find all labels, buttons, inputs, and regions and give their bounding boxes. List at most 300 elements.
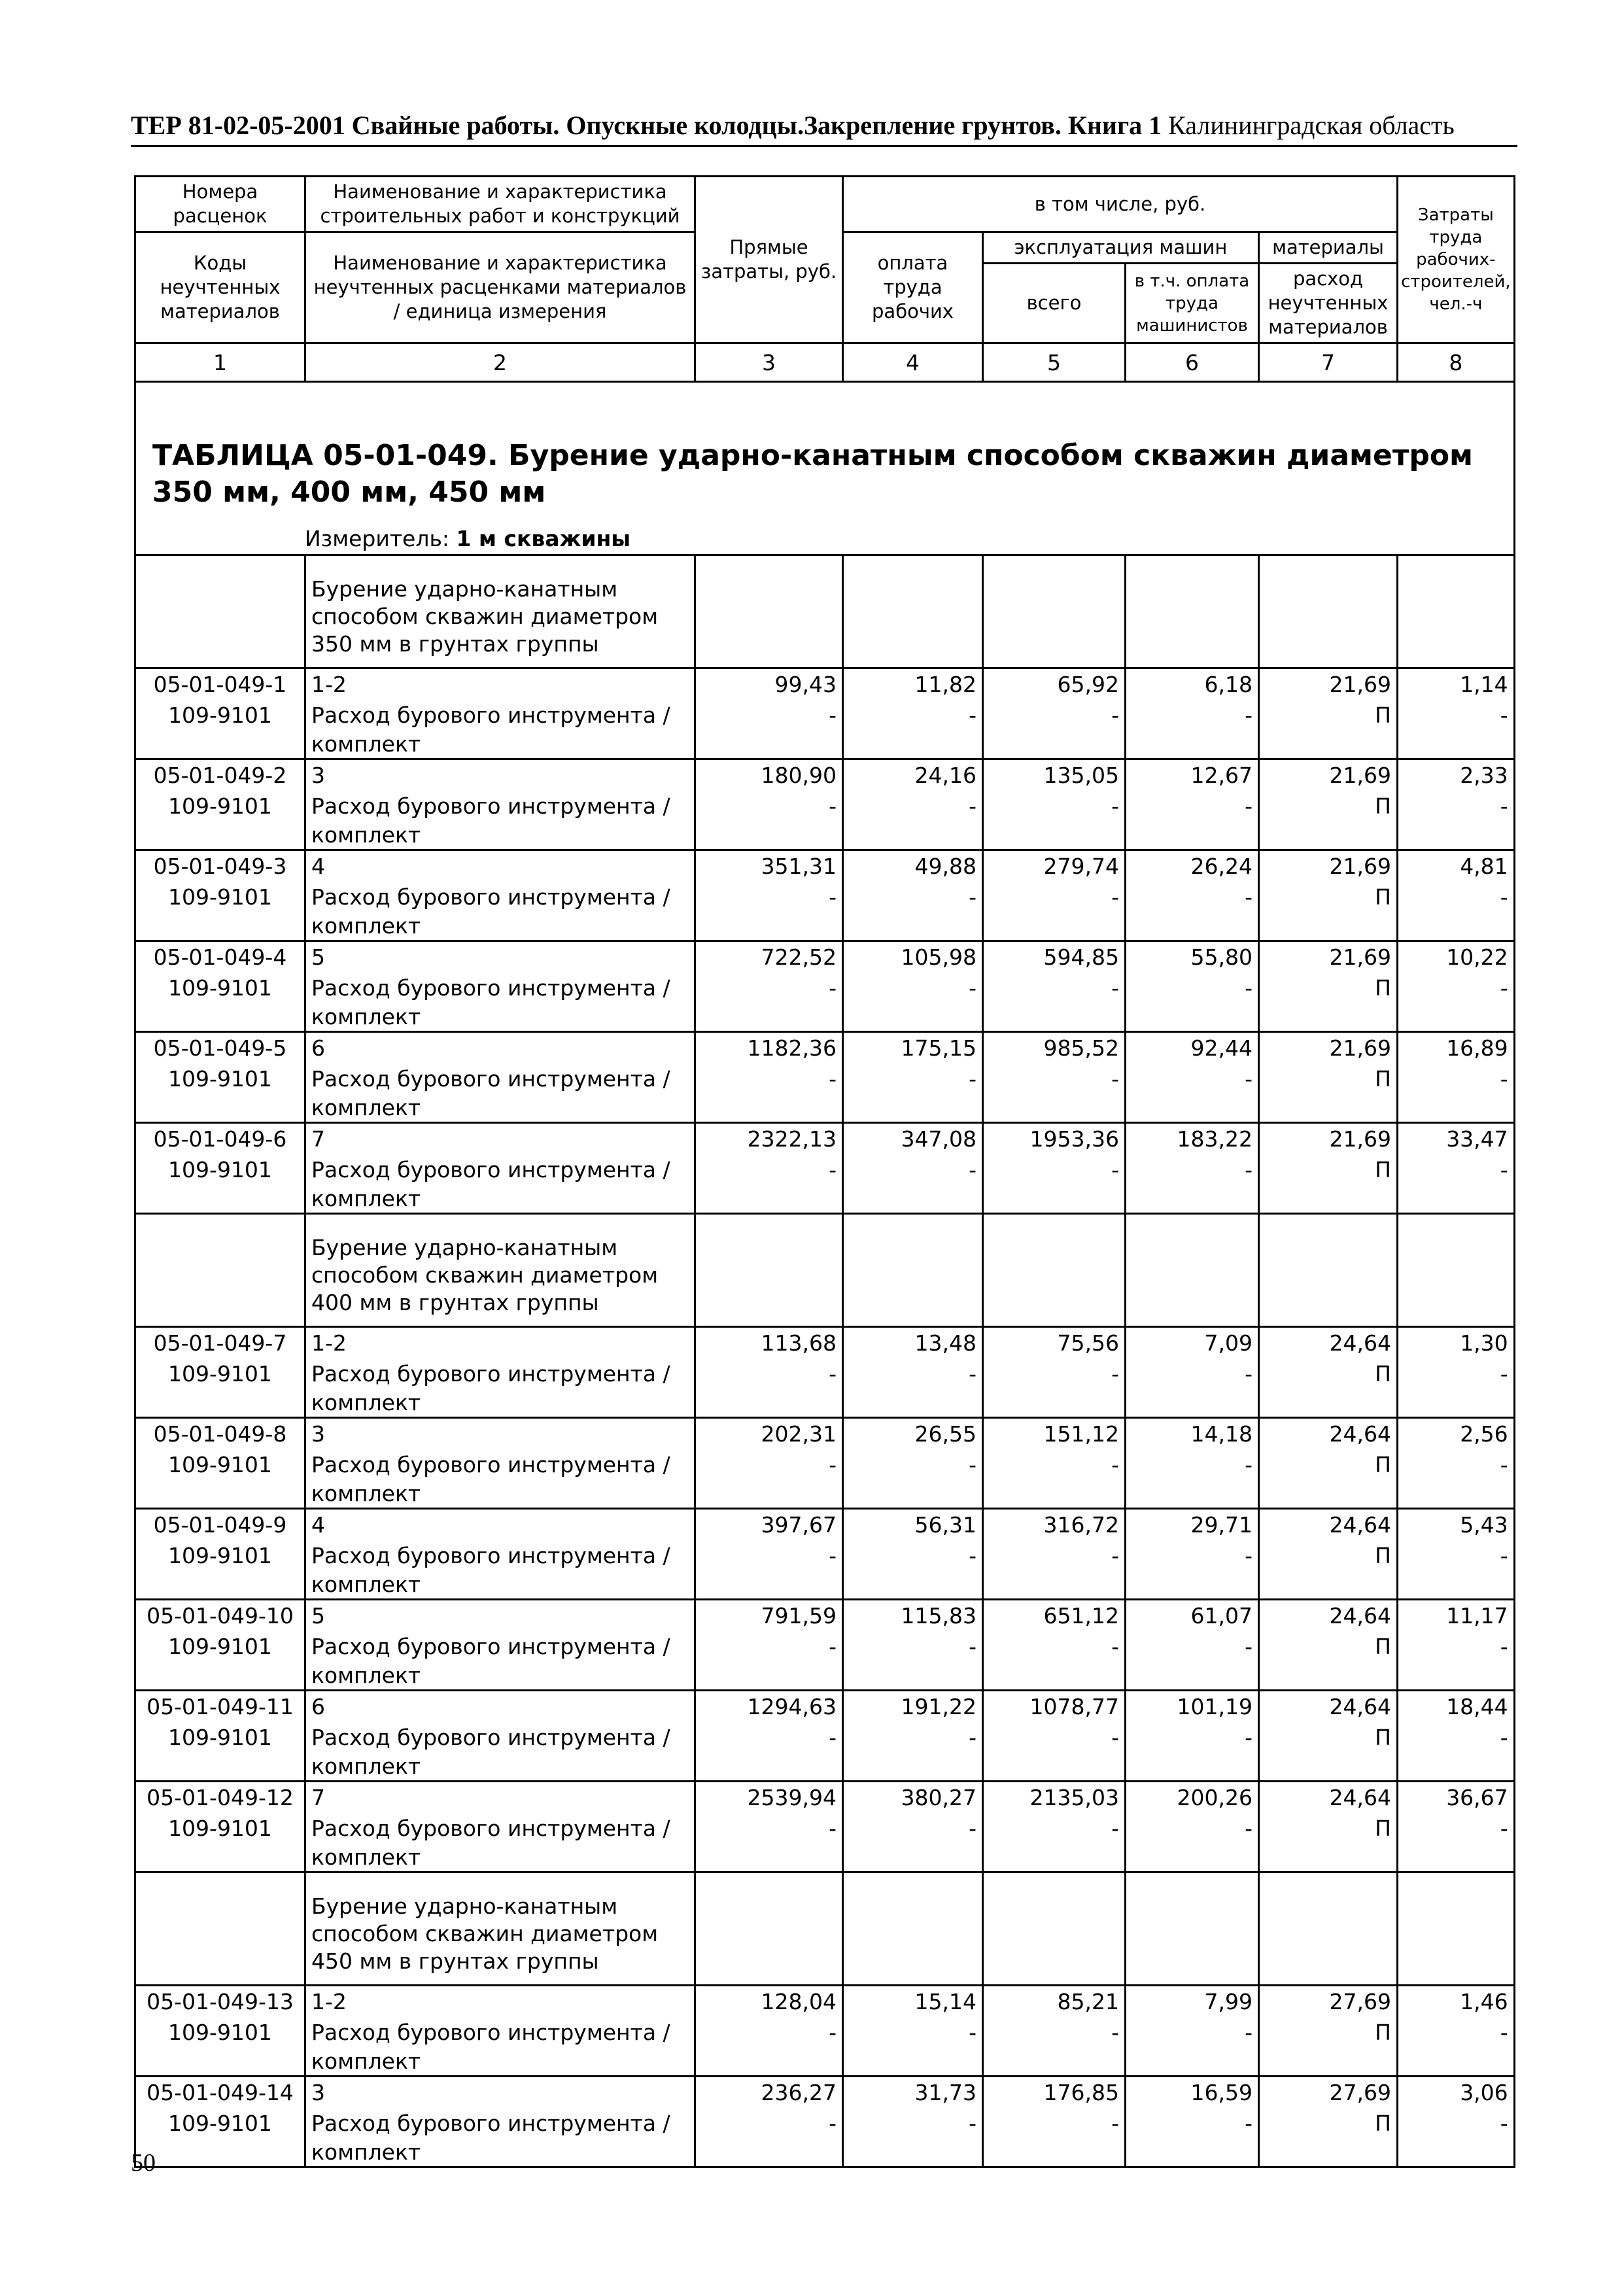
group-title-cell [305, 1872, 695, 1986]
rate-name-cell [305, 1123, 695, 1214]
rate-code: 05-01-049-1 [153, 672, 287, 697]
rate-soil-group: 1-2 [311, 1989, 347, 2014]
machines-total-cell [983, 1986, 1126, 2077]
col-name-bottom: Наименование и характеристика неучтенных расценками материалов / единица измерения [305, 232, 695, 343]
labor-pay-value: 175,15 [901, 1035, 976, 1061]
rate-code-cell [135, 1032, 305, 1123]
materials-cell [1259, 2077, 1398, 2167]
col-machines-total: всего [983, 264, 1126, 343]
labor-cost-cell [1398, 1600, 1515, 1691]
materials-cell [1259, 850, 1398, 941]
group-empty-cell [1259, 555, 1398, 668]
machinist-pay-material-value: - [1245, 2111, 1253, 2136]
material-name: Расход бурового инструмента / [311, 1816, 670, 1841]
machines-total-material-value: - [1111, 1634, 1119, 1659]
direct-cost-cell [695, 850, 843, 941]
rate-soil-group: 5 [311, 944, 325, 970]
labor-pay-material-value: - [969, 1157, 976, 1182]
machinist-pay-value: 6,18 [1204, 672, 1253, 697]
machinist-pay-cell [1126, 1986, 1259, 2077]
direct-cost-material-value: - [829, 1543, 837, 1568]
material-name: Расход бурового инструмента / [311, 1157, 670, 1182]
direct-cost-material-value: - [829, 975, 837, 1001]
rate-code: 05-01-049-14 [147, 2080, 294, 2105]
machinist-pay-cell [1126, 759, 1259, 850]
rate-code: 05-01-049-6 [153, 1126, 287, 1152]
material-unit: комплект [311, 1844, 421, 1870]
machines-total-material-value: - [1111, 1543, 1119, 1568]
material-code: 109-9101 [168, 1725, 272, 1750]
machines-total-material-value: - [1111, 1157, 1119, 1182]
labor-cost-material-value: - [1500, 1816, 1508, 1841]
material-code: 109-9101 [168, 1452, 272, 1477]
materials-material-value: П [1375, 793, 1391, 819]
material-name: Расход бурового инструмента / [311, 1725, 670, 1750]
rate-code-cell [135, 2077, 305, 2167]
column-number: 3 [695, 343, 843, 382]
page-number: 50 [131, 2149, 156, 2177]
column-number: 4 [843, 343, 983, 382]
machines-total-value: 1953,36 [1029, 1126, 1119, 1152]
machinist-pay-cell [1126, 668, 1259, 759]
header-title: ТЕР 81-02-05-2001 Свайные работы. Опускные колодцы.Закрепление грунтов. Книга 1 [131, 111, 1162, 140]
page-header [131, 110, 1517, 147]
material-code: 109-9101 [168, 1361, 272, 1387]
labor-cost-cell [1398, 1509, 1515, 1600]
machinist-pay-material-value: - [1245, 1066, 1253, 1092]
machines-total-cell [983, 850, 1126, 941]
col-code-top: Номера расценок [135, 177, 305, 232]
rate-code-cell [135, 1691, 305, 1782]
labor-pay-value: 115,83 [901, 1603, 976, 1629]
labor-cost-value: 5,43 [1460, 1512, 1508, 1538]
labor-pay-cell [843, 1600, 983, 1691]
table-row [135, 1123, 1515, 1214]
material-name: Расход бурового инструмента / [311, 2020, 670, 2045]
direct-cost-cell [695, 1327, 843, 1418]
table-row [135, 759, 1515, 850]
rate-soil-group: 7 [311, 1126, 325, 1152]
rate-code: 05-01-049-9 [153, 1512, 287, 1538]
machines-total-value: 279,74 [1043, 854, 1119, 879]
col-materials: материалы [1259, 232, 1398, 264]
group-header-row [135, 1872, 1515, 1986]
direct-cost-material-value: - [829, 1361, 837, 1387]
materials-material-value: П [1375, 702, 1391, 728]
machinist-pay-cell [1126, 1600, 1259, 1691]
labor-cost-value: 18,44 [1446, 1694, 1508, 1719]
rate-code-cell [135, 759, 305, 850]
labor-cost-cell [1398, 1123, 1515, 1214]
materials-value: 21,69 [1329, 763, 1391, 788]
machinist-pay-material-value: - [1245, 1361, 1253, 1387]
machinist-pay-material-value: - [1245, 1543, 1253, 1568]
material-unit: комплект [311, 731, 421, 757]
machinist-pay-material-value: - [1245, 702, 1253, 728]
group-empty-cell [983, 1872, 1126, 1986]
labor-cost-cell [1398, 1691, 1515, 1782]
direct-cost-value: 236,27 [761, 2080, 837, 2105]
direct-cost-cell [695, 759, 843, 850]
materials-material-value: П [1375, 975, 1391, 1001]
column-number: 8 [1398, 343, 1515, 382]
materials-cell [1259, 1123, 1398, 1214]
group-code-cell [135, 555, 305, 668]
table-row [135, 1986, 1515, 2077]
material-unit: комплект [311, 2139, 421, 2165]
rate-soil-group: 4 [311, 1512, 325, 1538]
material-name: Расход бурового инструмента / [311, 1066, 670, 1092]
labor-pay-value: 11,82 [914, 672, 976, 697]
material-code: 109-9101 [168, 2020, 272, 2045]
group-title-line: способом скважин диаметром [311, 1262, 659, 1288]
direct-cost-cell [695, 668, 843, 759]
labor-pay-cell [843, 1691, 983, 1782]
machines-total-value: 985,52 [1043, 1035, 1119, 1061]
direct-cost-value: 397,67 [761, 1512, 837, 1538]
labor-pay-value: 13,48 [914, 1330, 976, 1356]
machinist-pay-cell [1126, 1032, 1259, 1123]
table-header [135, 177, 1515, 382]
labor-cost-material-value: - [1500, 1725, 1508, 1750]
rate-soil-group: 6 [311, 1035, 325, 1061]
direct-cost-value: 2539,94 [747, 1785, 837, 1810]
materials-value: 27,69 [1329, 2080, 1391, 2105]
labor-cost-material-value: - [1500, 2020, 1508, 2045]
labor-pay-material-value: - [969, 2111, 976, 2136]
materials-value: 21,69 [1329, 672, 1391, 697]
rate-soil-group: 4 [311, 854, 325, 879]
materials-cell [1259, 1418, 1398, 1509]
machinist-pay-value: 26,24 [1190, 854, 1253, 879]
machinist-pay-cell [1126, 1782, 1259, 1872]
materials-cell [1259, 1509, 1398, 1600]
col-direct: Прямые затраты, руб. [695, 177, 843, 343]
materials-value: 24,64 [1329, 1512, 1391, 1538]
group-title [311, 576, 689, 658]
labor-pay-cell [843, 1509, 983, 1600]
materials-value: 24,64 [1329, 1694, 1391, 1719]
group-title [311, 1234, 689, 1317]
table-title: ТАБЛИЦА 05-01-049. Бурение ударно-канатным способом скважин диаметром 350 мм, 400 мм, 450 мм [152, 439, 1474, 509]
machines-total-cell [983, 1327, 1126, 1418]
rate-soil-group: 6 [311, 1694, 325, 1719]
machinist-pay-value: 7,09 [1204, 1330, 1253, 1356]
group-title-line: Бурение ударно-канатным [311, 1893, 618, 1919]
material-code: 109-9101 [168, 702, 272, 728]
group-empty-cell [843, 555, 983, 668]
rate-code-cell [135, 668, 305, 759]
direct-cost-material-value: - [829, 1725, 837, 1750]
group-empty-cell [983, 555, 1126, 668]
direct-cost-value: 113,68 [761, 1330, 837, 1356]
labor-cost-value: 36,67 [1446, 1785, 1508, 1810]
labor-pay-material-value: - [969, 1634, 976, 1659]
material-name: Расход бурового инструмента / [311, 884, 670, 910]
machinist-pay-value: 55,80 [1190, 944, 1253, 970]
group-empty-cell [983, 1214, 1126, 1327]
machines-total-cell [983, 1782, 1126, 1872]
labor-pay-cell [843, 941, 983, 1032]
materials-material-value: П [1375, 884, 1391, 910]
labor-cost-material-value: - [1500, 1452, 1508, 1477]
group-empty-cell [1126, 1214, 1259, 1327]
labor-cost-material-value: - [1500, 2111, 1508, 2136]
labor-pay-material-value: - [969, 793, 976, 819]
rate-name-cell [305, 941, 695, 1032]
group-title-line: Бурение ударно-канатным [311, 1235, 618, 1260]
group-title-line: способом скважин диаметром [311, 604, 659, 629]
labor-pay-material-value: - [969, 702, 976, 728]
group-empty-cell [695, 1872, 843, 1986]
labor-cost-value: 1,46 [1460, 1989, 1508, 2014]
rate-soil-group: 5 [311, 1603, 325, 1629]
machinist-pay-value: 12,67 [1190, 763, 1253, 788]
material-name: Расход бурового инструмента / [311, 2111, 670, 2136]
machinist-pay-cell [1126, 850, 1259, 941]
labor-cost-value: 1,30 [1460, 1330, 1508, 1356]
materials-cell [1259, 941, 1398, 1032]
group-empty-cell [1259, 1872, 1398, 1986]
machines-total-cell [983, 1123, 1126, 1214]
col-incl: в том числе, руб. [843, 177, 1398, 232]
rate-name-cell [305, 1986, 695, 2077]
labor-cost-material-value: - [1500, 1361, 1508, 1387]
labor-pay-material-value: - [969, 1361, 976, 1387]
machines-total-material-value: - [1111, 1816, 1119, 1841]
machinist-pay-cell [1126, 1691, 1259, 1782]
group-empty-cell [1126, 1872, 1259, 1986]
table-row [135, 850, 1515, 941]
material-unit: комплект [311, 1481, 421, 1506]
materials-material-value: П [1375, 1066, 1391, 1092]
machinist-pay-value: 14,18 [1190, 1421, 1253, 1447]
rates-table [134, 175, 1515, 2168]
rate-code-cell [135, 941, 305, 1032]
materials-material-value: П [1375, 1634, 1391, 1659]
labor-pay-material-value: - [969, 884, 976, 910]
labor-pay-value: 26,55 [914, 1421, 976, 1447]
machines-total-cell [983, 941, 1126, 1032]
material-name: Расход бурового инструмента / [311, 975, 670, 1001]
materials-cell [1259, 1986, 1398, 2077]
labor-cost-cell [1398, 1327, 1515, 1418]
machines-total-value: 594,85 [1043, 944, 1119, 970]
machines-total-material-value: - [1111, 975, 1119, 1001]
rate-name-cell [305, 1691, 695, 1782]
direct-cost-material-value: - [829, 793, 837, 819]
labor-pay-material-value: - [969, 975, 976, 1001]
machines-total-value: 651,12 [1043, 1603, 1119, 1629]
header-region: Калининградская область [1168, 111, 1455, 140]
labor-pay-cell [843, 1418, 983, 1509]
machinist-pay-value: 200,26 [1177, 1785, 1253, 1810]
labor-cost-material-value: - [1500, 1157, 1508, 1182]
material-name: Расход бурового инструмента / [311, 1452, 670, 1477]
group-title-line: 350 мм в грунтах группы [311, 631, 599, 657]
material-unit: комплект [311, 1753, 421, 1779]
materials-material-value: П [1375, 2020, 1391, 2045]
machines-total-cell [983, 1691, 1126, 1782]
measure-value: 1 м скважины [456, 526, 631, 551]
column-number: 5 [983, 343, 1126, 382]
labor-pay-value: 191,22 [901, 1694, 976, 1719]
rate-soil-group: 7 [311, 1785, 325, 1810]
machines-total-material-value: - [1111, 1725, 1119, 1750]
machinist-pay-material-value: - [1245, 884, 1253, 910]
machines-total-cell [983, 2077, 1126, 2167]
machines-total-value: 65,92 [1057, 672, 1119, 697]
machinist-pay-cell [1126, 941, 1259, 1032]
rate-code: 05-01-049-12 [147, 1785, 294, 1810]
machinist-pay-material-value: - [1245, 1452, 1253, 1477]
table-row [135, 1691, 1515, 1782]
rate-name-cell [305, 2077, 695, 2167]
direct-cost-material-value: - [829, 1452, 837, 1477]
rate-name-cell [305, 1327, 695, 1418]
rate-code-cell [135, 1327, 305, 1418]
rate-code-cell [135, 1782, 305, 1872]
group-title [311, 1893, 689, 1975]
material-unit: комплект [311, 1390, 421, 1415]
group-empty-cell [843, 1214, 983, 1327]
machines-total-material-value: - [1111, 702, 1119, 728]
col-materials-unacc: расход неучтенных материалов [1259, 264, 1398, 343]
materials-value: 27,69 [1329, 1989, 1391, 2014]
material-code: 109-9101 [168, 1066, 272, 1092]
labor-cost-material-value: - [1500, 975, 1508, 1001]
labor-pay-cell [843, 2077, 983, 2167]
labor-cost-value: 2,33 [1460, 763, 1508, 788]
machinist-pay-material-value: - [1245, 793, 1253, 819]
materials-material-value: П [1375, 1157, 1391, 1182]
material-unit: комплект [311, 913, 421, 939]
machines-total-cell [983, 1509, 1126, 1600]
materials-material-value: П [1375, 1543, 1391, 1568]
machines-total-material-value: - [1111, 793, 1119, 819]
direct-cost-value: 202,31 [761, 1421, 837, 1447]
machinist-pay-cell [1126, 1123, 1259, 1214]
labor-pay-material-value: - [969, 1543, 976, 1568]
direct-cost-cell [695, 2077, 843, 2167]
materials-material-value: П [1375, 1816, 1391, 1841]
labor-cost-value: 10,22 [1446, 944, 1508, 970]
machines-total-cell [983, 668, 1126, 759]
labor-pay-value: 24,16 [914, 763, 976, 788]
machines-total-material-value: - [1111, 1361, 1119, 1387]
machines-total-material-value: - [1111, 884, 1119, 910]
column-number: 1 [135, 343, 305, 382]
machines-total-value: 316,72 [1043, 1512, 1119, 1538]
labor-cost-value: 3,06 [1460, 2080, 1508, 2105]
rate-code-cell [135, 1986, 305, 2077]
direct-cost-material-value: - [829, 1157, 837, 1182]
machines-total-value: 2135,03 [1029, 1785, 1119, 1810]
table-row [135, 1032, 1515, 1123]
machines-total-value: 135,05 [1043, 763, 1119, 788]
direct-cost-value: 2322,13 [747, 1126, 837, 1152]
group-title-line: способом скважин диаметром [311, 1921, 659, 1946]
labor-cost-cell [1398, 941, 1515, 1032]
rate-soil-group: 3 [311, 1421, 325, 1447]
rate-code-cell [135, 1600, 305, 1691]
labor-cost-value: 16,89 [1446, 1035, 1508, 1061]
material-code: 109-9101 [168, 793, 272, 819]
labor-pay-value: 15,14 [914, 1989, 976, 2014]
direct-cost-value: 99,43 [774, 672, 837, 697]
material-code: 109-9101 [168, 975, 272, 1001]
labor-cost-cell [1398, 668, 1515, 759]
group-code-cell [135, 1872, 305, 1986]
material-unit: комплект [311, 1186, 421, 1211]
direct-cost-cell [695, 1418, 843, 1509]
direct-cost-value: 351,31 [761, 854, 837, 879]
materials-cell [1259, 668, 1398, 759]
rate-code: 05-01-049-8 [153, 1421, 287, 1447]
rate-name-cell [305, 1782, 695, 1872]
col-labor-pay: оплата труда рабочих [843, 232, 983, 343]
rate-soil-group: 3 [311, 2080, 325, 2105]
labor-pay-value: 347,08 [901, 1126, 976, 1152]
labor-pay-material-value: - [969, 1816, 976, 1841]
group-title-line: Бурение ударно-канатным [311, 576, 618, 602]
material-name: Расход бурового инструмента / [311, 793, 670, 819]
materials-cell [1259, 1691, 1398, 1782]
direct-cost-value: 1294,63 [747, 1694, 837, 1719]
materials-cell [1259, 759, 1398, 850]
column-number: 6 [1126, 343, 1259, 382]
machinist-pay-cell [1126, 1509, 1259, 1600]
group-empty-cell [695, 555, 843, 668]
group-header-row [135, 1214, 1515, 1327]
labor-cost-cell [1398, 1782, 1515, 1872]
machinist-pay-value: 29,71 [1190, 1512, 1253, 1538]
labor-pay-value: 49,88 [914, 854, 976, 879]
table-row [135, 1600, 1515, 1691]
machines-total-cell [983, 1032, 1126, 1123]
rate-name-cell [305, 668, 695, 759]
table-row [135, 1509, 1515, 1600]
machines-total-material-value: - [1111, 2020, 1119, 2045]
materials-material-value: П [1375, 2111, 1391, 2136]
group-empty-cell [695, 1214, 843, 1327]
material-unit: комплект [311, 1663, 421, 1688]
direct-cost-material-value: - [829, 2111, 837, 2136]
direct-cost-material-value: - [829, 1066, 837, 1092]
direct-cost-cell [695, 1986, 843, 2077]
labor-pay-cell [843, 759, 983, 850]
machines-total-value: 151,12 [1043, 1421, 1119, 1447]
direct-cost-cell [695, 1032, 843, 1123]
col-code-bottom: Коды неучтенных материалов [135, 232, 305, 343]
rate-code: 05-01-049-11 [147, 1694, 294, 1719]
rate-name-cell [305, 1600, 695, 1691]
measure-label: Измеритель: [305, 526, 450, 551]
rate-code-cell [135, 850, 305, 941]
materials-cell [1259, 1327, 1398, 1418]
rate-name-cell [305, 759, 695, 850]
material-name: Расход бурового инструмента / [311, 1634, 670, 1659]
group-title-cell [305, 1214, 695, 1327]
material-code: 109-9101 [168, 1157, 272, 1182]
labor-pay-value: 31,73 [914, 2080, 976, 2105]
machines-total-value: 85,21 [1057, 1989, 1119, 2014]
table-row [135, 941, 1515, 1032]
labor-cost-value: 2,56 [1460, 1421, 1508, 1447]
materials-material-value: П [1375, 1361, 1391, 1387]
labor-cost-value: 4,81 [1460, 854, 1508, 879]
materials-value: 24,64 [1329, 1785, 1391, 1810]
